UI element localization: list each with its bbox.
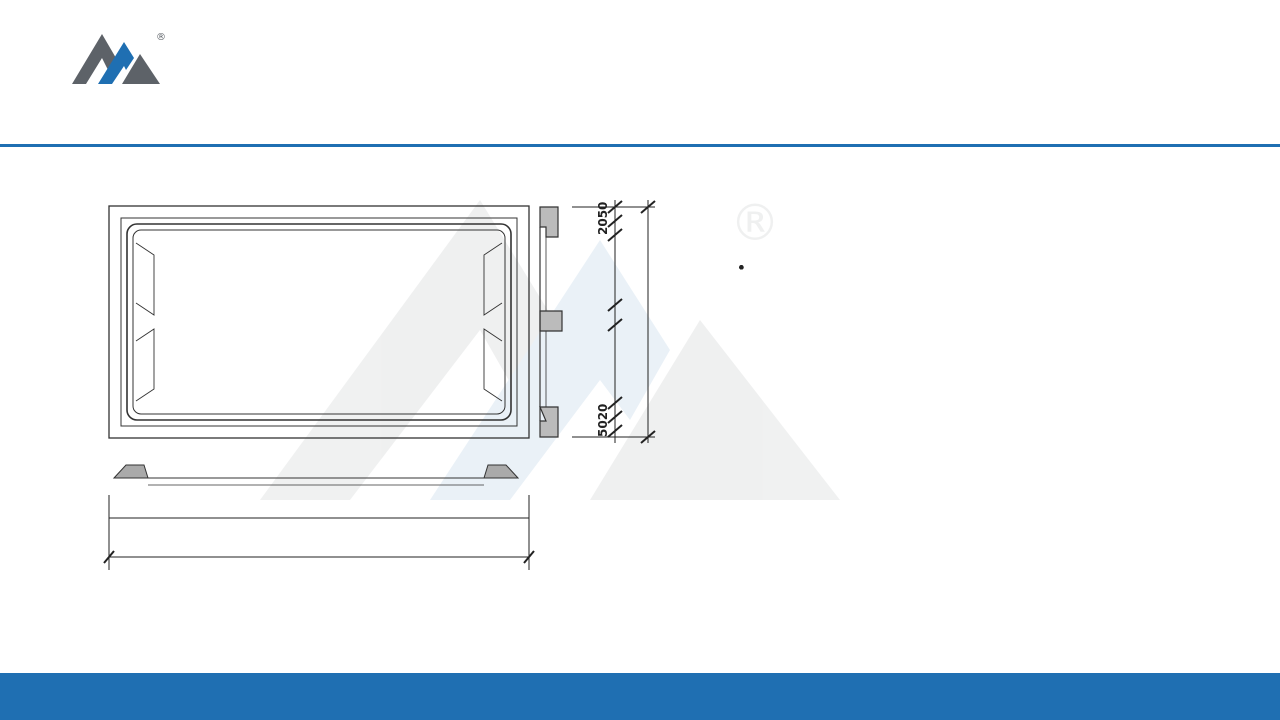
header-divider (0, 144, 1280, 147)
brand-logo[interactable] (46, 28, 191, 123)
height-dim-50-20-bottom: 5020 (596, 403, 610, 437)
width-dimension-lines (104, 495, 534, 570)
grate-side-section (540, 207, 562, 437)
grate-plan-view (109, 206, 529, 438)
grate-technical-drawing (100, 185, 680, 615)
height-dimension-lines (572, 200, 655, 443)
svg-text:®: ® (730, 194, 780, 252)
header (0, 0, 1280, 145)
drawing-title-block (900, 46, 1220, 57)
grate-front-section (114, 465, 518, 485)
footer-bar (0, 673, 1280, 720)
mountain-logo-icon (68, 28, 168, 88)
svg-text:®: ® (156, 32, 166, 43)
product-description (740, 238, 1240, 256)
height-dim-20-50-top: 2050 (596, 201, 610, 235)
